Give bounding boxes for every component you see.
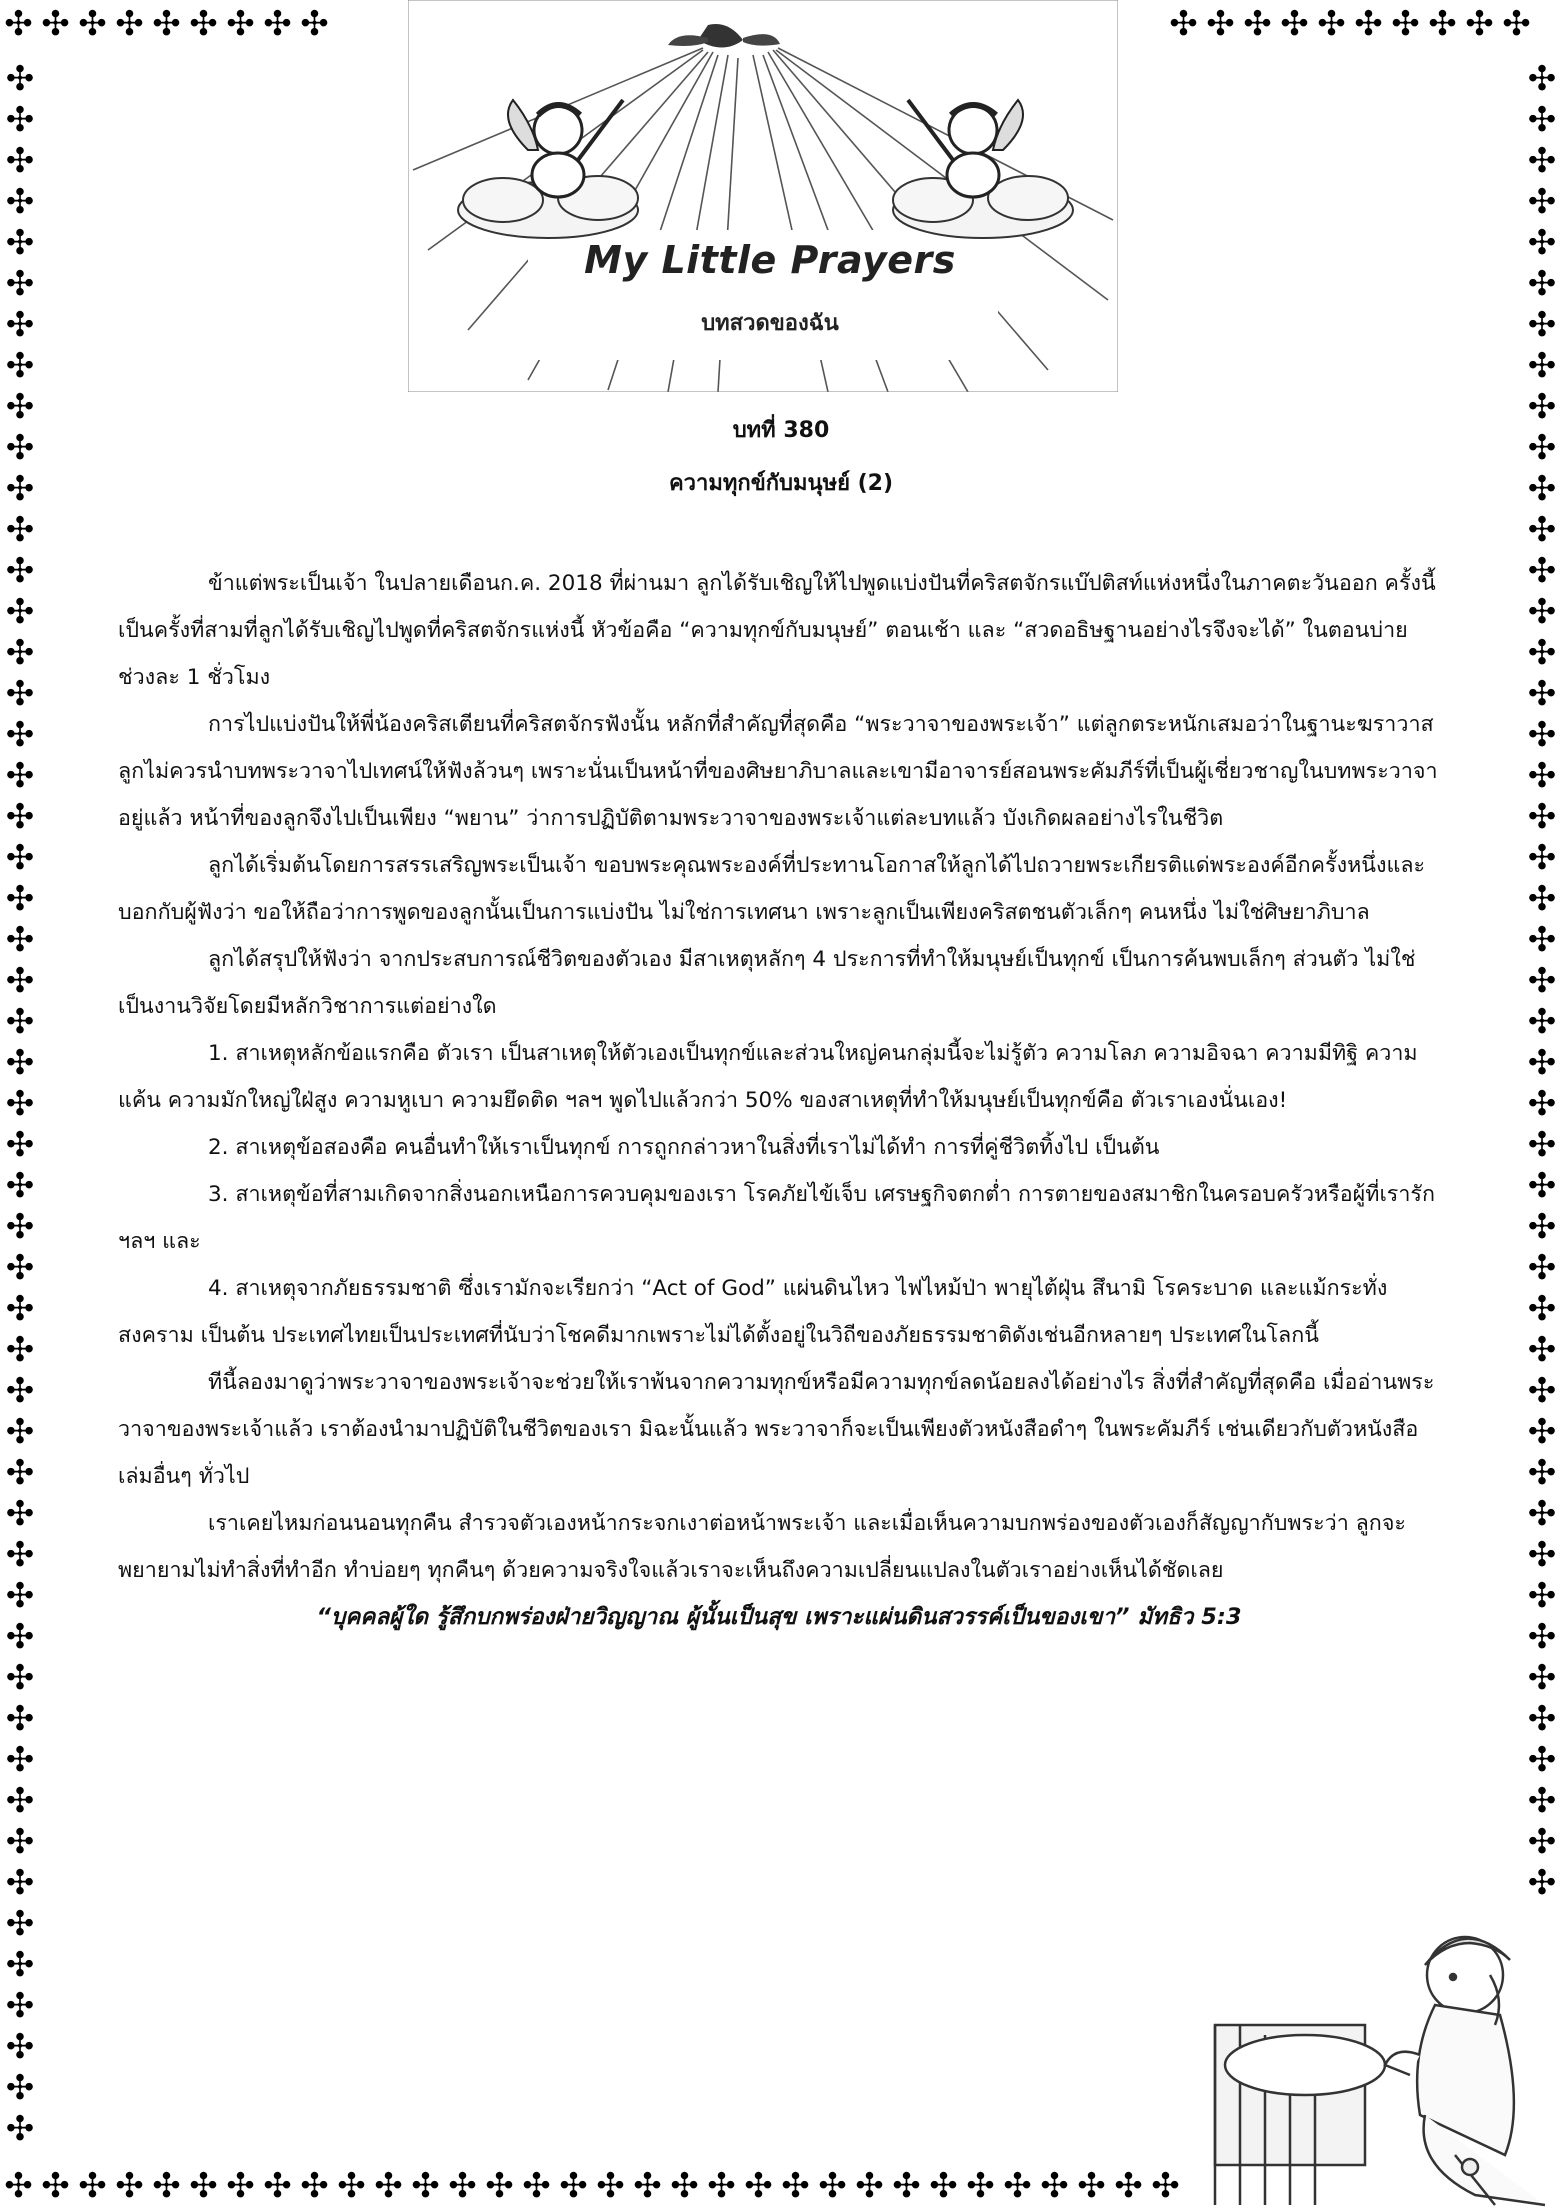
cross-ornament-icon: ✣ — [5, 1043, 35, 1083]
cross-ornament-icon: ✣ — [5, 305, 35, 345]
cross-ornament-icon: ✣ — [152, 2166, 181, 2206]
cross-ornament-icon: ✣ — [1527, 223, 1557, 263]
cross-ornament-icon: ✣ — [781, 2166, 810, 2206]
border-top-right — [1165, 4, 1562, 44]
cross-ornament-icon: ✣ — [818, 2166, 847, 2206]
paragraph: การไปแบ่งปันให้พี่น้องคริสเตียนที่คริสตจักรฟังนั้น หลักที่สำคัญที่สุดคือ “พระวาจาของพระเจ้า” แต่ลูกตระหนักเสมอว่าในฐานะฆราวาส ลูกไม่ควรนำบทพระวาจาไปเทศน์ให้ฟังล้วนๆ เพราะนั่นเป็นหน้าที่ของศิษยาภิบาลและเขามีอาจารย์สอนพระคัมภีร์ที่เป็นผู้เชี่ยวชาญในบทพระวาจาอยู่แล้ว หน้าที่ของลูกจึงไปเป็นเพียง “พยาน” ว่าการปฏิบัติตามพระวาจาของพระเจ้าแต่ละบทแล้ว บังเกิดผลอย่างไรในชีวิต — [118, 712, 1438, 831]
cross-ornament-icon: ✣ — [522, 2166, 551, 2206]
cross-ornament-icon: ✣ — [855, 2166, 884, 2206]
cross-ornament-icon: ✣ — [115, 4, 144, 44]
cross-ornament-icon: ✣ — [5, 1658, 35, 1698]
cross-ornament-icon: ✣ — [559, 2166, 588, 2206]
cross-ornament-icon: ✣ — [1169, 4, 1198, 44]
cross-ornament-icon: ✣ — [152, 4, 181, 44]
cross-ornament-icon: ✣ — [4, 2166, 33, 2206]
logo-title: My Little Prayers — [584, 238, 956, 282]
cross-ornament-icon: ✣ — [41, 4, 70, 44]
cross-ornament-icon: ✣ — [226, 2166, 255, 2206]
cross-ornament-icon: ✣ — [5, 797, 35, 837]
cross-ornament-icon: ✣ — [263, 2166, 292, 2206]
cross-ornament-icon: ✣ — [5, 1207, 35, 1247]
cross-ornament-icon: ✣ — [5, 264, 35, 304]
cross-ornament-icon: ✣ — [5, 1412, 35, 1452]
cross-ornament-icon: ✣ — [5, 838, 35, 878]
cross-ornament-icon: ✣ — [5, 1002, 35, 1042]
cross-ornament-icon: ✣ — [1527, 1125, 1557, 1165]
cross-ornament-icon: ✣ — [1527, 1412, 1557, 1452]
cross-ornament-icon: ✣ — [966, 2166, 995, 2206]
bible-quote: “บุคคลผู้ใด รู้สึกบกพร่องฝ่ายวิญญาณ ผู้นั้นเป็นสุข เพราะแผ่นดินสวรรค์เป็นของเขา” มัทธิว 5:3 — [316, 1604, 1242, 1630]
logo-subtitle: บทสวดของฉัน — [701, 311, 839, 336]
cross-ornament-icon: ✣ — [1527, 633, 1557, 673]
cross-ornament-icon: ✣ — [1527, 305, 1557, 345]
cross-ornament-icon: ✣ — [5, 141, 35, 181]
cross-ornament-icon: ✣ — [374, 2166, 403, 2206]
cross-ornament-icon: ✣ — [1527, 1863, 1557, 1903]
cross-ornament-icon: ✣ — [448, 2166, 477, 2206]
cross-ornament-icon: ✣ — [4, 4, 33, 44]
cross-ornament-icon: ✣ — [1527, 756, 1557, 796]
cross-ornament-icon: ✣ — [1003, 2166, 1032, 2206]
cross-ornament-icon: ✣ — [1527, 182, 1557, 222]
cross-ornament-icon: ✣ — [1527, 1658, 1557, 1698]
cross-ornament-icon: ✣ — [1527, 674, 1557, 714]
cross-ornament-icon: ✣ — [5, 346, 35, 386]
cross-ornament-icon: ✣ — [5, 1699, 35, 1739]
cross-ornament-icon: ✣ — [189, 2166, 218, 2206]
cross-ornament-icon: ✣ — [1527, 797, 1557, 837]
cross-ornament-icon: ✣ — [1527, 264, 1557, 304]
paragraph: เราเคยไหมก่อนนอนทุกคืน สำรวจตัวเองหน้ากระจกเงาต่อหน้าพระเจ้า และเมื่อเห็นความบกพร่องของตัวเองก็สัญญากับพระว่า ลูกจะพยายามไม่ทำสิ่งที่ทำอีก ทำบ่อยๆ ทุกคืนๆ ด้วยความจริงใจแล้วเราจะเห็นถึงความเปลี่ยนแปลงในตัวเราอย่างเห็นได้ชัดเลย — [118, 1511, 1406, 1583]
cross-ornament-icon: ✣ — [1206, 4, 1235, 44]
cross-ornament-icon: ✣ — [1527, 879, 1557, 919]
cross-ornament-icon: ✣ — [5, 1371, 35, 1411]
cross-ornament-icon: ✣ — [1527, 1740, 1557, 1780]
cross-ornament-icon: ✣ — [5, 1986, 35, 2026]
cross-ornament-icon: ✣ — [115, 2166, 144, 2206]
list-item: 4. สาเหตุจากภัยธรรมชาติ ซึ่งเรามักจะเรียกว่า “Act of God” แผ่นดินไหว ไฟไหม้ป่า พายุไต้ฝุ่น สึนามิ โรคระบาด และแม้กระทั่ง สงคราม เป็นต้น ประเทศไทยเป็นประเทศที่นับว่าโชคดีมากเพราะไม่ได้ตั้งอยู่ในวิถีของภัยธรรมชาติดังเช่นอีกหลายๆ ประเทศในโลกนี้ — [118, 1276, 1388, 1348]
cross-ornament-icon: ✣ — [1465, 4, 1494, 44]
cross-ornament-icon: ✣ — [300, 4, 329, 44]
cross-ornament-icon: ✣ — [5, 879, 35, 919]
lesson-title: ความทุกข์กับมนุษย์ (2) — [668, 471, 894, 496]
cross-ornament-icon: ✣ — [5, 1617, 35, 1657]
cross-ornament-icon: ✣ — [5, 1084, 35, 1124]
cross-ornament-icon: ✣ — [1527, 961, 1557, 1001]
cross-ornament-icon: ✣ — [5, 510, 35, 550]
cross-ornament-icon: ✣ — [1391, 4, 1420, 44]
lesson-number: บทที่ 380 — [732, 418, 830, 443]
cross-ornament-icon: ✣ — [744, 2166, 773, 2206]
cross-ornament-icon: ✣ — [5, 1494, 35, 1534]
cross-ornament-icon: ✣ — [300, 2166, 329, 2206]
cross-ornament-icon: ✣ — [5, 551, 35, 591]
cross-ornament-icon: ✣ — [5, 1863, 35, 1903]
cross-ornament-icon: ✣ — [1040, 2166, 1069, 2206]
praying-child-illustration — [1195, 1905, 1557, 2210]
cross-ornament-icon: ✣ — [1527, 1207, 1557, 1247]
cross-ornament-icon: ✣ — [5, 182, 35, 222]
cross-ornament-icon: ✣ — [41, 2166, 70, 2206]
cross-ornament-icon: ✣ — [5, 1453, 35, 1493]
cross-ornament-icon: ✣ — [1527, 346, 1557, 386]
cross-ornament-icon: ✣ — [1527, 100, 1557, 140]
cross-ornament-icon: ✣ — [5, 1166, 35, 1206]
cross-ornament-icon: ✣ — [5, 961, 35, 1001]
cross-ornament-icon: ✣ — [485, 2166, 514, 2206]
cross-ornament-icon: ✣ — [596, 2166, 625, 2206]
cross-ornament-icon: ✣ — [5, 674, 35, 714]
cross-ornament-icon: ✣ — [1527, 62, 1557, 99]
cross-ornament-icon: ✣ — [5, 1125, 35, 1165]
cross-ornament-icon: ✣ — [1527, 1576, 1557, 1616]
cross-ornament-icon: ✣ — [892, 2166, 921, 2206]
cross-ornament-icon: ✣ — [1077, 2166, 1106, 2206]
cross-ornament-icon: ✣ — [1527, 1330, 1557, 1370]
cross-ornament-icon: ✣ — [5, 1945, 35, 1985]
cross-ornament-icon: ✣ — [1527, 1617, 1557, 1657]
paragraph: ลูกได้สรุปให้ฟังว่า จากประสบการณ์ชีวิตของตัวเอง มีสาเหตุหลักๆ 4 ประการที่ทำให้มนุษย์เป็นทุกข์ เป็นการค้นพบเล็กๆ ส่วนตัว ไม่ใช่เป็นงานวิจัยโดยมีหลักวิชาการแต่อย่างใด — [118, 947, 1416, 1019]
cross-ornament-icon: ✣ — [1527, 428, 1557, 468]
cross-ornament-icon: ✣ — [5, 2109, 35, 2149]
cross-ornament-icon: ✣ — [5, 469, 35, 509]
cross-ornament-icon: ✣ — [5, 756, 35, 796]
cross-ornament-icon: ✣ — [670, 2166, 699, 2206]
cross-ornament-icon: ✣ — [1527, 1494, 1557, 1534]
cross-ornament-icon: ✣ — [1317, 4, 1346, 44]
list-item: 1. สาเหตุหลักข้อแรกคือ ตัวเรา เป็นสาเหตุให้ตัวเองเป็นทุกข์และส่วนใหญ่คนกลุ่มนี้จะไม่รู้ตัว ความโลภ ความอิจฉา ความมีทิฐิ ความแค้น ความมักใหญ่ใฝ่สูง ความหูเบา ความยึดติด ฯลฯ พูดไปแล้วกว่า 50% ของสาเหตุที่ทำให้มนุษย์เป็นทุกข์คือ ตัวเราเองนั่นเอง! — [118, 1041, 1418, 1113]
cross-ornament-icon: ✣ — [1527, 1822, 1557, 1862]
cross-ornament-icon: ✣ — [707, 2166, 736, 2206]
cross-ornament-icon: ✣ — [1114, 2166, 1143, 2206]
cross-ornament-icon: ✣ — [1527, 592, 1557, 632]
cross-ornament-icon: ✣ — [5, 2068, 35, 2108]
cross-ornament-icon: ✣ — [5, 1248, 35, 1288]
list-item: 3. สาเหตุข้อที่สามเกิดจากสิ่งนอกเหนือการควบคุมของเรา โรคภัยไข้เจ็บ เศรษฐกิจตกต่ำ การตายของสมาชิกในครอบครัวหรือผู้ที่เรารัก ฯลฯ และ — [118, 1182, 1435, 1254]
border-bottom — [0, 2166, 1210, 2206]
cross-ornament-icon: ✣ — [1527, 1043, 1557, 1083]
cross-ornament-icon: ✣ — [1527, 1002, 1557, 1042]
cross-ornament-icon: ✣ — [1527, 551, 1557, 591]
cross-ornament-icon: ✣ — [5, 2027, 35, 2067]
cross-ornament-icon: ✣ — [5, 592, 35, 632]
border-top-left — [0, 4, 350, 44]
cross-ornament-icon: ✣ — [1527, 1289, 1557, 1329]
cross-ornament-icon: ✣ — [5, 387, 35, 427]
cross-ornament-icon: ✣ — [1527, 715, 1557, 755]
cross-ornament-icon: ✣ — [1527, 1084, 1557, 1124]
cross-ornament-icon: ✣ — [5, 1781, 35, 1821]
cross-ornament-icon: ✣ — [1527, 1371, 1557, 1411]
cross-ornament-icon: ✣ — [5, 1289, 35, 1329]
cross-ornament-icon: ✣ — [633, 2166, 662, 2206]
cross-ornament-icon: ✣ — [189, 4, 218, 44]
cross-ornament-icon: ✣ — [1243, 4, 1272, 44]
cross-ornament-icon: ✣ — [5, 1904, 35, 1944]
cross-ornament-icon: ✣ — [5, 100, 35, 140]
cross-ornament-icon: ✣ — [5, 1822, 35, 1862]
cross-ornament-icon: ✣ — [5, 62, 35, 99]
cross-ornament-icon: ✣ — [1502, 4, 1531, 44]
border-left — [0, 62, 40, 2162]
cross-ornament-icon: ✣ — [1354, 4, 1383, 44]
paragraph: ทีนี้ลองมาดูว่าพระวาจาของพระเจ้าจะช่วยให้เราพ้นจากความทุกข์หรือมีความทุกข์ลดน้อยลงได้อย่างไร สิ่งที่สำคัญที่สุดคือ เมื่ออ่านพระวาจาของพระเจ้าแล้ว เราต้องนำมาปฏิบัติในชีวิตของเรา มิฉะนั้นแล้ว พระวาจาก็จะเป็นเพียงตัวหนังสือดำๆ ในพระคัมภีร์ เช่นเดียวกับตัวหนังสือเล่มอื่นๆ ทั่วไป — [118, 1370, 1435, 1489]
list-item: 2. สาเหตุข้อสองคือ คนอื่นทำให้เราเป็นทุกข์ การถูกกล่าวหาในสิ่งที่เราไม่ได้ทำ การที่คู่ชีวิตทิ้งไป เป็นต้น — [208, 1135, 1160, 1160]
cross-ornament-icon: ✣ — [1527, 1781, 1557, 1821]
cross-ornament-icon: ✣ — [226, 4, 255, 44]
cross-ornament-icon: ✣ — [1428, 4, 1457, 44]
cross-ornament-icon: ✣ — [1527, 387, 1557, 427]
cross-ornament-icon: ✣ — [263, 4, 292, 44]
cross-ornament-icon: ✣ — [1527, 1699, 1557, 1739]
cross-ornament-icon: ✣ — [5, 1330, 35, 1370]
cross-ornament-icon: ✣ — [1527, 1166, 1557, 1206]
cross-ornament-icon: ✣ — [5, 223, 35, 263]
cross-ornament-icon: ✣ — [5, 1576, 35, 1616]
cross-ornament-icon: ✣ — [1527, 469, 1557, 509]
cross-ornament-icon: ✣ — [5, 920, 35, 960]
cross-ornament-icon: ✣ — [5, 633, 35, 673]
cross-ornament-icon: ✣ — [1527, 1453, 1557, 1493]
cross-ornament-icon: ✣ — [929, 2166, 958, 2206]
paragraph: ลูกได้เริ่มต้นโดยการสรรเสริญพระเป็นเจ้า ขอบพระคุณพระองค์ที่ประทานโอกาสให้ลูกได้ไปถวายพระเกียรติแด่พระองค์อีกครั้งหนึ่งและบอกกับผู้ฟังว่า ขอให้ถือว่าการพูดของลูกนั้นเป็นการแบ่งปัน ไม่ใช่การเทศนา เพราะลูกเป็นเพียงคริสตชนตัวเล็กๆ คนหนึ่ง ไม่ใช่ศิษยาภิบาล — [118, 853, 1426, 925]
border-right — [1522, 62, 1562, 1922]
cross-ornament-icon: ✣ — [1527, 510, 1557, 550]
cross-ornament-icon: ✣ — [1527, 838, 1557, 878]
cross-ornament-icon: ✣ — [337, 2166, 366, 2206]
article-body — [118, 560, 1440, 1641]
paragraph: ข้าแต่พระเป็นเจ้า ในปลายเดือนก.ค. 2018 ที่ผ่านมา ลูกได้รับเชิญให้ไปพูดแบ่งปันที่คริสตจักรแบ๊ปติสท์แห่งหนึ่งในภาคตะวันออก ครั้งนี้เป็นครั้งที่สามที่ลูกได้รับเชิญไปพูดที่คริสตจักรแห่งนี้ หัวข้อคือ “ความทุกข์กับมนุษย์” ตอนเช้า และ “สวดอธิษฐานอย่างไรจึงจะได้” ในตอนบ่าย ช่วงละ 1 ชั่วโมง — [118, 571, 1436, 690]
cross-ornament-icon: ✣ — [1527, 1535, 1557, 1575]
cross-ornament-icon: ✣ — [5, 1740, 35, 1780]
cross-ornament-icon: ✣ — [1527, 1248, 1557, 1288]
cross-ornament-icon: ✣ — [1527, 920, 1557, 960]
cross-ornament-icon: ✣ — [1280, 4, 1309, 44]
cross-ornament-icon: ✣ — [5, 1535, 35, 1575]
cross-ornament-icon: ✣ — [5, 715, 35, 755]
cross-ornament-icon: ✣ — [1527, 141, 1557, 181]
cross-ornament-icon: ✣ — [78, 4, 107, 44]
cross-ornament-icon: ✣ — [5, 428, 35, 468]
cross-ornament-icon: ✣ — [1151, 2166, 1180, 2206]
cross-ornament-icon: ✣ — [78, 2166, 107, 2206]
cross-ornament-icon: ✣ — [411, 2166, 440, 2206]
